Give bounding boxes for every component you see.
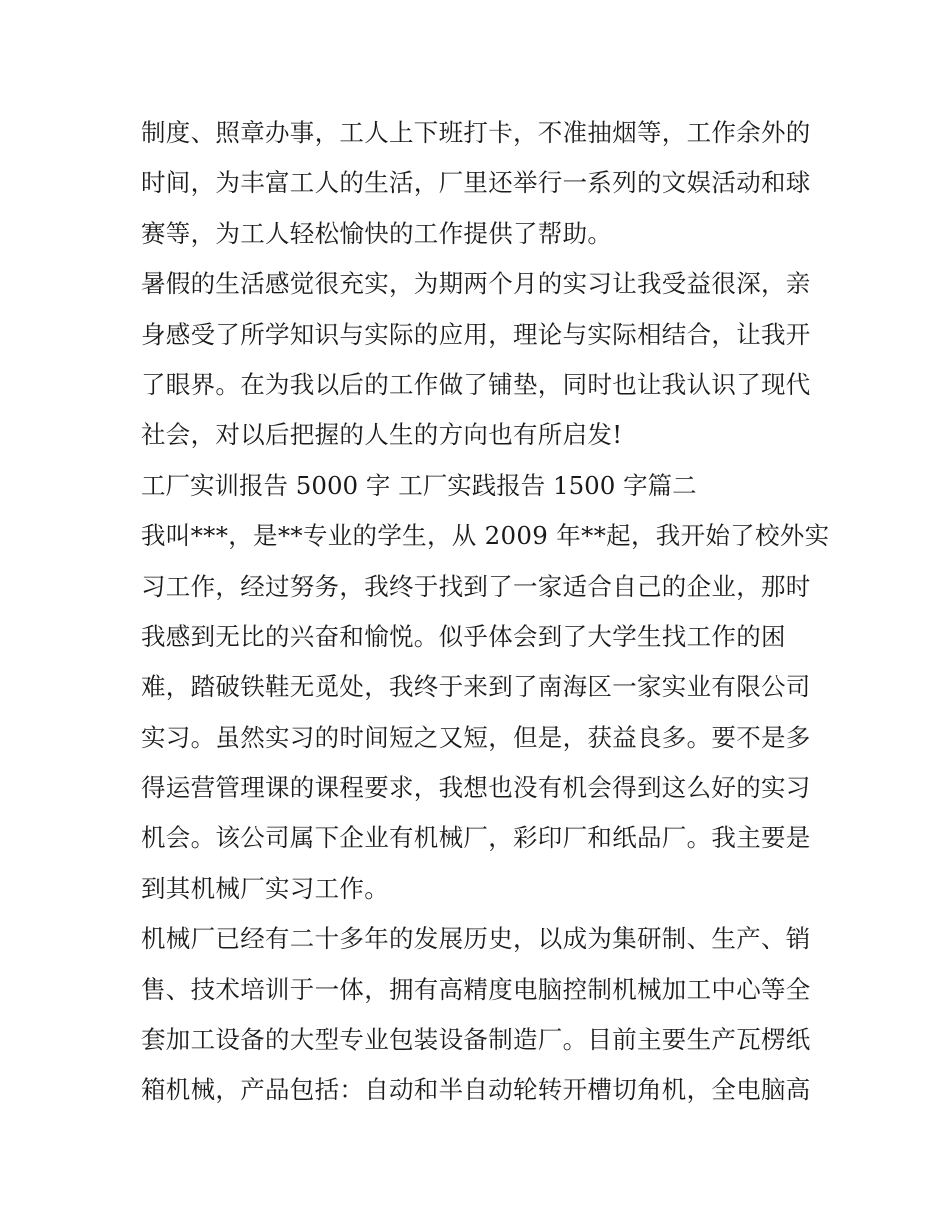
text-line: 难，踏破铁鞋无觅处，我终于来到了南海区一家实业有限公司 xyxy=(141,672,811,702)
text-line: 套加工设备的大型专业包装设备制造厂。目前主要生产瓦楞纸 xyxy=(141,1025,811,1055)
text-line: 售、技术培训于一体，拥有高精度电脑控制机械加工中心等全 xyxy=(141,974,811,1004)
text-line: 时间，为丰富工人的生活，厂里还举行一系列的文娱活动和球 xyxy=(141,168,811,198)
text-line: 我感到无比的兴奋和愉悦。似乎体会到了大学生找工作的困 xyxy=(141,621,786,651)
text-line: 身感受了所学知识与实际的应用，理论与实际相结合，让我开 xyxy=(141,319,811,349)
text-line: 赛等，为工人轻松愉快的工作提供了帮助。 xyxy=(141,218,613,248)
text-line: 社会，对以后把握的人生的方向也有所启发! xyxy=(141,420,623,450)
text-line: 得运营管理课的课程要求，我想也没有机会得到这么好的实习 xyxy=(141,773,811,803)
section-heading: 工厂实训报告 5000 字 工厂实践报告 1500 字篇二 xyxy=(141,470,697,500)
text-line: 机械厂已经有二十多年的发展历史，以成为集研制、生产、销 xyxy=(141,924,811,954)
text-line: 机会。该公司属下企业有机械厂，彩印厂和纸品厂。我主要是 xyxy=(141,823,811,853)
text-line: 暑假的生活感觉很充实，为期两个月的实习让我受益很深，亲 xyxy=(141,269,811,299)
text-line: 到其机械厂实习工作。 xyxy=(141,873,389,903)
document-body xyxy=(141,108,830,1116)
text-line: 我叫***，是**专业的学生，从 2009 年**起，我开始了校外实 xyxy=(141,521,830,551)
text-line: 箱机械，产品包括：自动和半自动轮转开槽切角机，全电脑高 xyxy=(141,1075,811,1105)
text-line: 制度、照章办事，工人上下班打卡，不准抽烟等，工作余外的 xyxy=(141,118,811,147)
text-line: 了眼界。在为我以后的工作做了铺垫，同时也让我认识了现代 xyxy=(141,369,811,399)
text-line: 实习。虽然实习的时间短之又短，但是，获益良多。要不是多 xyxy=(141,722,811,752)
text-line: 习工作，经过努务，我终于找到了一家适合自己的企业，那时 xyxy=(141,571,811,601)
